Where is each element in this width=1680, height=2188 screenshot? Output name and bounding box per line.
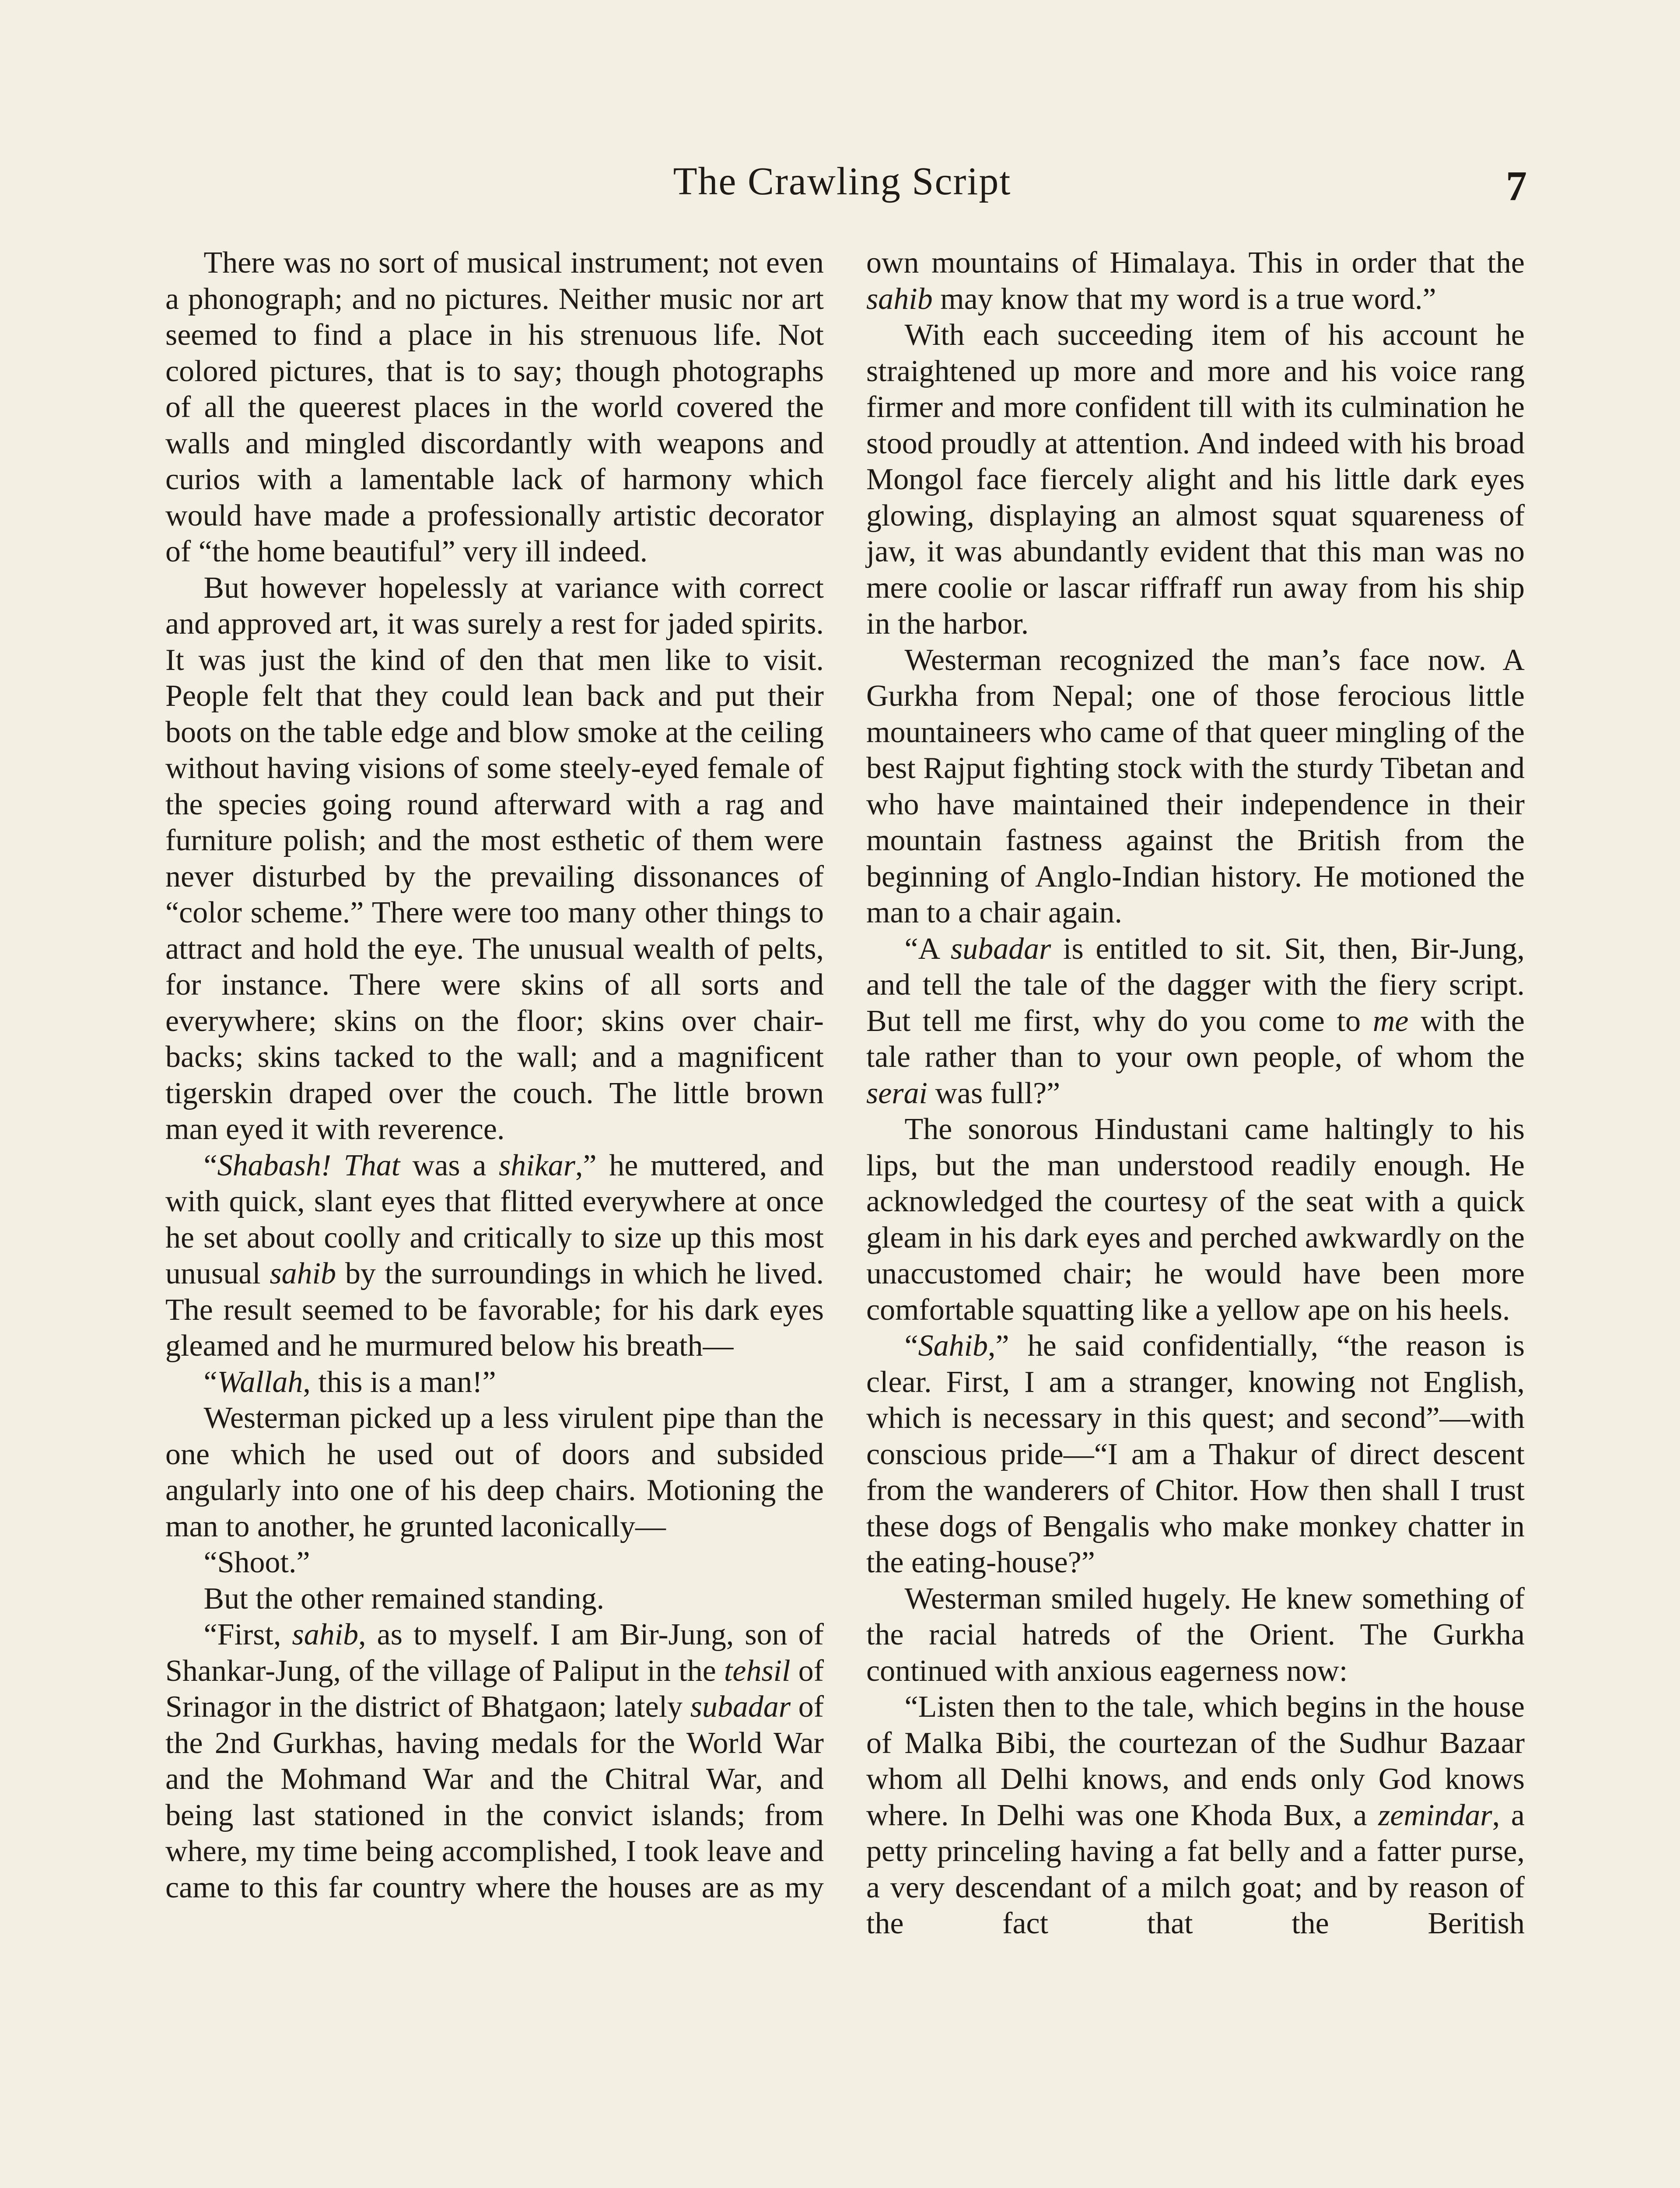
paragraph: “Listen then to the tale, which begins in the house of Malka Bibi, the courtezan of the Sudhur Bazaar whom all Delhi knows, and ends only God knows where. In Delhi was one Khoda Bux, a zemindar, a petty princeling having a fat belly and a fatter purse, a very descendant of a milch goat; and by reason of the fact that the Beritish — [866, 1690, 1525, 1940]
paragraph: But however hopelessly at variance with correct and approved art, it was surely a rest for jaded spirits. It was just the kind of den that men like to visit. People felt that they could lean back and put their boots on the table edge and blow smoke at the ceiling without having visions of some steely-eyed female of the species going round afterward with a rag and furniture polish; and the most esthetic of them were never disturbed by the prevailing dissonances of “color scheme.” There were too many other things to attract and hold the eye. The unusual wealth of pelts, for instance. There were skins of all sorts and everywhere; skins on the floor; skins over chair-backs; skins tacked to the wall; and a magnificent tigerskin draped over the couch. The little brown man eyed it with reverence. — [165, 571, 824, 1146]
italic-text: sahib — [270, 1257, 336, 1290]
italic-text: Wallah — [217, 1365, 303, 1399]
paragraph: Westerman recognized the man’s face now. A Gurkha from Nepal; one of those ferocious little mountaineers who came of that queer mingling of the best Rajput fighting stock with the sturdy Tibetan and who have maintained their independence in their mountain fastness against the British from the beginning of Anglo-Indian history. He motioned the man to a chair again. — [866, 643, 1525, 929]
paragraph: “Wallah, this is a man!” — [203, 1365, 496, 1399]
italic-text: zemindar — [1378, 1798, 1492, 1832]
italic-text: subadar — [950, 932, 1051, 966]
paragraph: “Shoot.” — [203, 1546, 310, 1579]
paragraph: “Shabash! That was a shikar,” he muttered, and with quick, slant eyes that flitted everywhere at once he set about coolly and critically to size up this most unusual sahib by the surroundings in which he lived. The result seemed to be favorable; for his dark eyes gleamed and he murmured below his breath— — [165, 1148, 824, 1363]
paragraph: “Sahib,” he said confidentially, “the reason is clear. First, I am a stranger, knowing not English, which is necessary in this quest; and second”—with conscious pride—“I am a Thakur of direct descent from the wanderers of Chitor. How then shall I trust these dogs of Bengalis who make monkey chatter in the eating-house?” — [866, 1329, 1525, 1579]
page-header — [166, 155, 1527, 217]
italic-text: serai — [866, 1076, 928, 1110]
running-title: The Crawling Script — [673, 160, 1012, 203]
italic-text: subadar — [690, 1690, 791, 1724]
paragraph: “A subadar is entitled to sit. Sit, then, Bir-Jung, and tell the tale of the dagger with the fiery script. But tell me first, why do you come to me with the tale rather than to your own people, of whom the serai was full?” — [866, 932, 1525, 1110]
paragraph: But the other remained standing. — [203, 1581, 605, 1616]
paragraph: Westerman smiled hugely. He knew something of the racial hatreds of the Orient. The Gurkha continued with anxious eagerness now: — [866, 1581, 1525, 1688]
paragraph: The sonorous Hindustani came haltingly to his lips, but the man understood readily enough. He acknowledged the courtesy of the seat with a quick gleam in his dark eyes and perched awkwardly on the unaccustomed chair; he would have been more comfortable squatting like a yellow ape on his heels. — [866, 1112, 1525, 1327]
italic-text: me — [1372, 1004, 1409, 1038]
italic-text: shikar — [499, 1148, 576, 1182]
italic-text: Sahib — [918, 1329, 988, 1363]
right-column — [866, 245, 1525, 1942]
italic-text: sahib — [866, 282, 933, 316]
italic-text: Shabash! That — [217, 1148, 400, 1182]
paragraph: There was no sort of musical instrument; not even a phonograph; and no pictures. Neither music nor art seemed to find a place in his strenuous life. Not colored pictures, that is to say; though photographs of all the queerest places in the world covered the walls and mingled discordantly with weapons and curios with a lamentable lack of harmony which would have made a professionally artistic decorator of “the home beautiful” very ill indeed. — [165, 246, 824, 568]
paragraph: Westerman picked up a less virulent pipe than the one which he used out of doors and subsided angularly into one of his deep chairs. Motioning the man to another, he grunted laconically— — [165, 1401, 824, 1543]
italic-text: tehsil — [724, 1654, 791, 1688]
paragraph: With each succeeding item of his account he straightened up more and more and his voice rang firmer and more confident till with its culmination he stood proudly at attention. And indeed with his broad Mongol face fiercely alight and his little dark eyes glowing, displaying an almost squat squareness of jaw, it was abundantly evident that this man was no mere coolie or lascar riffraff run away from his ship in the harbor. — [866, 318, 1525, 641]
paragraph: own mountains of Himalaya. This in order that the sahib may know that my word is a true word.” — [866, 246, 1525, 316]
left-column — [165, 245, 824, 1906]
italic-text: sahib — [292, 1618, 359, 1652]
paragraph: “First, sahib, as to myself. I am Bir-Jung, son of Shankar-Jung, of the village of Paliput in the tehsil of Srinagor in the district of Bhatgaon; lately subadar of the 2nd Gurkhas, having medals for the World War and the Mohmand War and the Chitral War, and being last stationed in the convict islands; from where, my time being accomplished, I took leave and came to this far country where the houses are as my — [165, 1618, 824, 1904]
page-number: 7 — [1506, 162, 1527, 209]
